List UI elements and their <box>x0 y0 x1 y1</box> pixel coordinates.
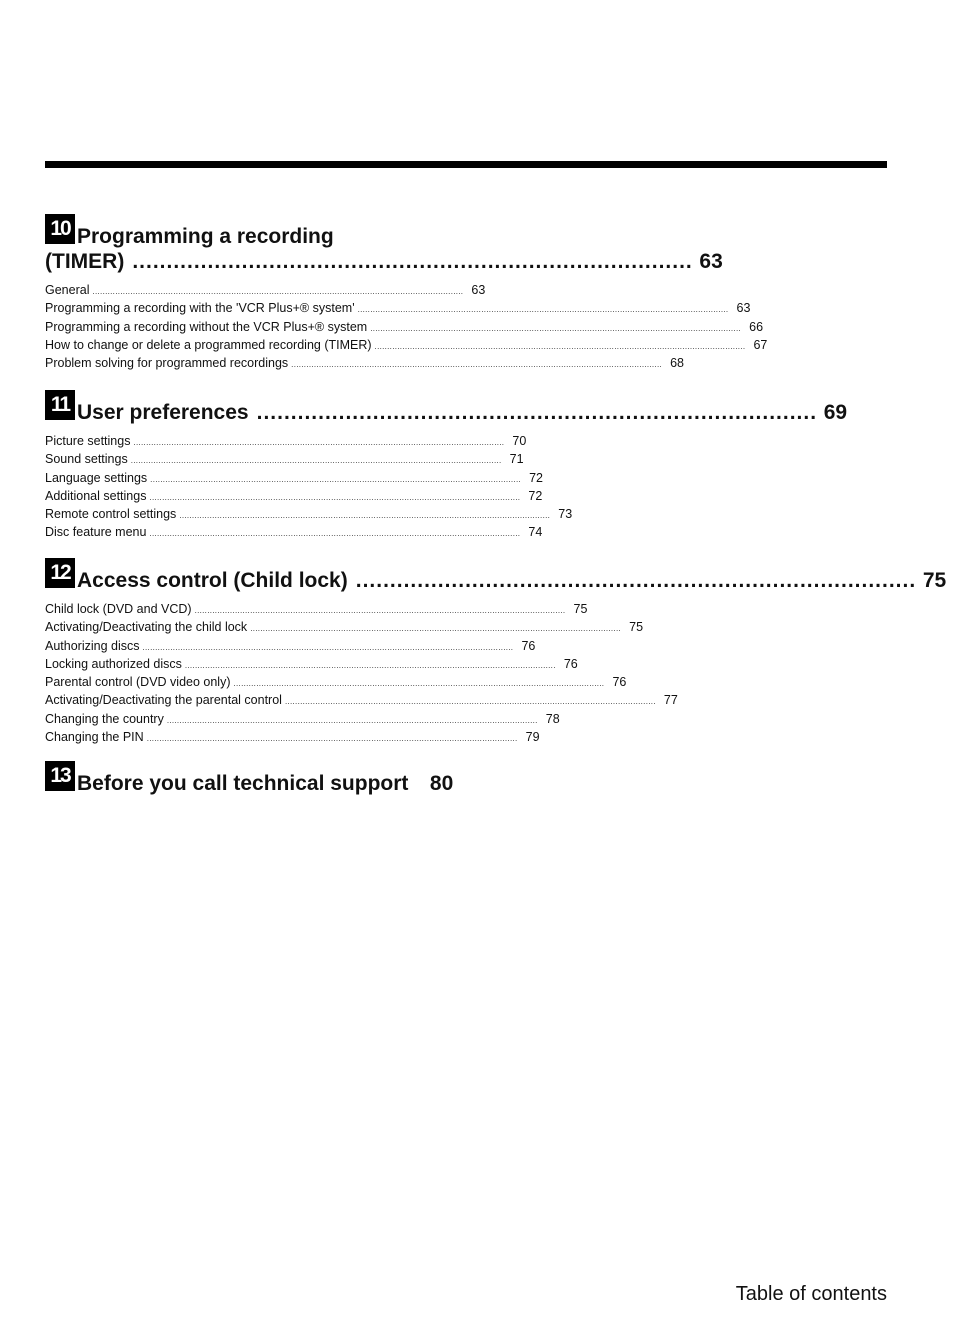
entry-title: How to change or delete a programmed recording (TIMER) <box>45 337 372 352</box>
entry-title: Authorizing discs <box>45 638 140 653</box>
entry-title: Activating/Deactivating the child lock <box>45 620 248 635</box>
toc-entry[interactable] <box>45 451 524 469</box>
entry-page-number: 63 <box>736 301 751 316</box>
section-page-number: 80 <box>429 772 454 795</box>
toc-entry[interactable] <box>45 524 543 542</box>
dot-leader: ................................................................................................................................................... <box>184 660 556 670</box>
toc-entry[interactable] <box>45 729 540 747</box>
entry-title: Problem solving for programmed recordings <box>45 356 289 371</box>
entry-page-number: 72 <box>528 488 543 503</box>
entry-title: Sound settings <box>45 452 128 467</box>
toc-entry[interactable] <box>45 656 578 674</box>
toc-section-12 <box>45 558 947 747</box>
section-title-continued: (TIMER) <box>45 250 125 273</box>
toc-entry[interactable] <box>45 692 678 710</box>
entry-title: Additional settings <box>45 488 147 503</box>
entry-page-number: 72 <box>529 470 544 485</box>
dot-leader: ................................................................................................................................................... <box>166 715 538 725</box>
entry-title: Language settings <box>45 470 148 485</box>
entry-page-number: 74 <box>528 525 543 540</box>
toc-entry[interactable] <box>45 638 536 656</box>
entry-title: Programming a recording with the 'VCR Plus+® system' <box>45 301 355 316</box>
section-title: Programming a recording <box>77 225 334 248</box>
entry-page-number: 63 <box>471 283 486 297</box>
toc-section-11 <box>45 390 848 543</box>
toc-entry[interactable] <box>45 470 544 488</box>
entry-page-number: 70 <box>512 434 527 448</box>
dot-leader: ................................................................................................................................................... <box>130 456 502 466</box>
dot-leader: ................................................................................................................................................... <box>146 734 518 744</box>
entry-page-number: 76 <box>563 656 578 671</box>
toc-entry[interactable] <box>45 433 527 451</box>
section-title: Access control (Child lock) <box>77 569 348 592</box>
running-footer-title: Table of contents <box>735 1283 887 1305</box>
entry-list <box>45 282 768 373</box>
entry-title: Disc feature menu <box>45 525 147 540</box>
dot-leader: ................................................................................................................................................... <box>149 529 521 539</box>
section-number-badge: 12 <box>45 558 75 588</box>
entry-page-number: 79 <box>525 730 540 745</box>
dot-leader: .................................................................................. <box>256 401 818 424</box>
dot-leader: ................................................................................................................................................... <box>370 323 742 333</box>
entry-list <box>45 433 573 543</box>
entry-title: Activating/Deactivating the parental control <box>45 693 282 708</box>
entry-title: Programming a recording without the VCR Plus+® system <box>45 319 368 334</box>
toc-entry[interactable] <box>45 601 588 619</box>
entry-title: Changing the country <box>45 711 164 726</box>
toc-entry[interactable] <box>45 619 644 637</box>
entry-page-number: 75 <box>629 620 644 635</box>
section-page-number: 63 <box>699 250 723 273</box>
entry-list <box>45 601 678 747</box>
dot-leader: .................................................................................. <box>132 250 693 273</box>
section-page-number: 75 <box>922 569 947 592</box>
section-title: Before you call technical support <box>77 772 409 795</box>
entry-title: Locking authorized discs <box>45 656 182 671</box>
top-rule <box>45 161 887 168</box>
dot-leader: ................................................................................................................................................... <box>284 697 656 707</box>
entry-page-number: 68 <box>670 356 685 371</box>
dot-leader: ................................................................................................................................................... <box>374 341 746 351</box>
entry-title: Changing the PIN <box>45 730 144 745</box>
toc-entry[interactable] <box>45 506 573 524</box>
section-number-badge: 13 <box>45 761 75 791</box>
entry-title: Picture settings <box>45 434 131 448</box>
entry-page-number: 73 <box>558 507 573 522</box>
entry-page-number: 66 <box>749 319 764 334</box>
dot-leader: .................................................................................. <box>355 569 917 592</box>
section-heading[interactable] <box>45 390 848 425</box>
entry-title: Remote control settings <box>45 507 177 522</box>
entry-page-number: 77 <box>663 693 678 708</box>
toc-entry[interactable] <box>45 300 751 318</box>
dot-leader: ................................................................................................................................................... <box>179 511 551 521</box>
entry-title: Child lock (DVD and VCD) <box>45 602 192 616</box>
section-number-badge: 10 <box>45 214 75 244</box>
entry-page-number: 75 <box>573 602 588 616</box>
dot-leader: ................................................................................................................................................... <box>357 305 729 315</box>
dot-leader: ................................................................................................................................................... <box>150 474 522 484</box>
toc-section-10 <box>45 214 768 373</box>
toc-entry[interactable] <box>45 711 560 729</box>
section-number-badge: 11 <box>45 390 75 420</box>
toc-entry[interactable] <box>45 488 543 506</box>
dot-leader: ................................................................................................................................................... <box>133 438 505 447</box>
dot-leader: ................................................................................................................................................... <box>149 492 521 502</box>
dot-leader: ................................................................................................................................................... <box>92 287 464 296</box>
toc-entry[interactable] <box>45 282 486 300</box>
section-title: User preferences <box>77 401 249 424</box>
section-page-number: 69 <box>823 401 848 424</box>
entry-title: General <box>45 283 90 297</box>
entry-page-number: 76 <box>612 675 627 690</box>
dot-leader: ................................................................................................................................................... <box>194 606 566 615</box>
entry-page-number: 78 <box>545 711 560 726</box>
toc-entry[interactable] <box>45 337 768 355</box>
section-heading[interactable] <box>45 761 453 796</box>
dot-leader: ................................................................................................................................................... <box>291 360 663 370</box>
section-heading[interactable] <box>45 558 947 593</box>
entry-page-number: 67 <box>753 337 768 352</box>
entry-page-number: 76 <box>521 638 536 653</box>
entry-title: Parental control (DVD video only) <box>45 675 231 690</box>
section-heading[interactable] <box>45 214 723 274</box>
entry-page-number: 71 <box>509 452 524 467</box>
toc-entry[interactable] <box>45 674 627 692</box>
toc-entry[interactable] <box>45 319 764 337</box>
dot-leader: ................................................................................................................................................... <box>250 624 622 634</box>
toc-entry[interactable] <box>45 355 685 373</box>
toc-section-13 <box>45 761 453 796</box>
dot-leader: ................................................................................................................................................... <box>233 679 605 689</box>
dot-leader: ................................................................................................................................................... <box>142 642 514 652</box>
